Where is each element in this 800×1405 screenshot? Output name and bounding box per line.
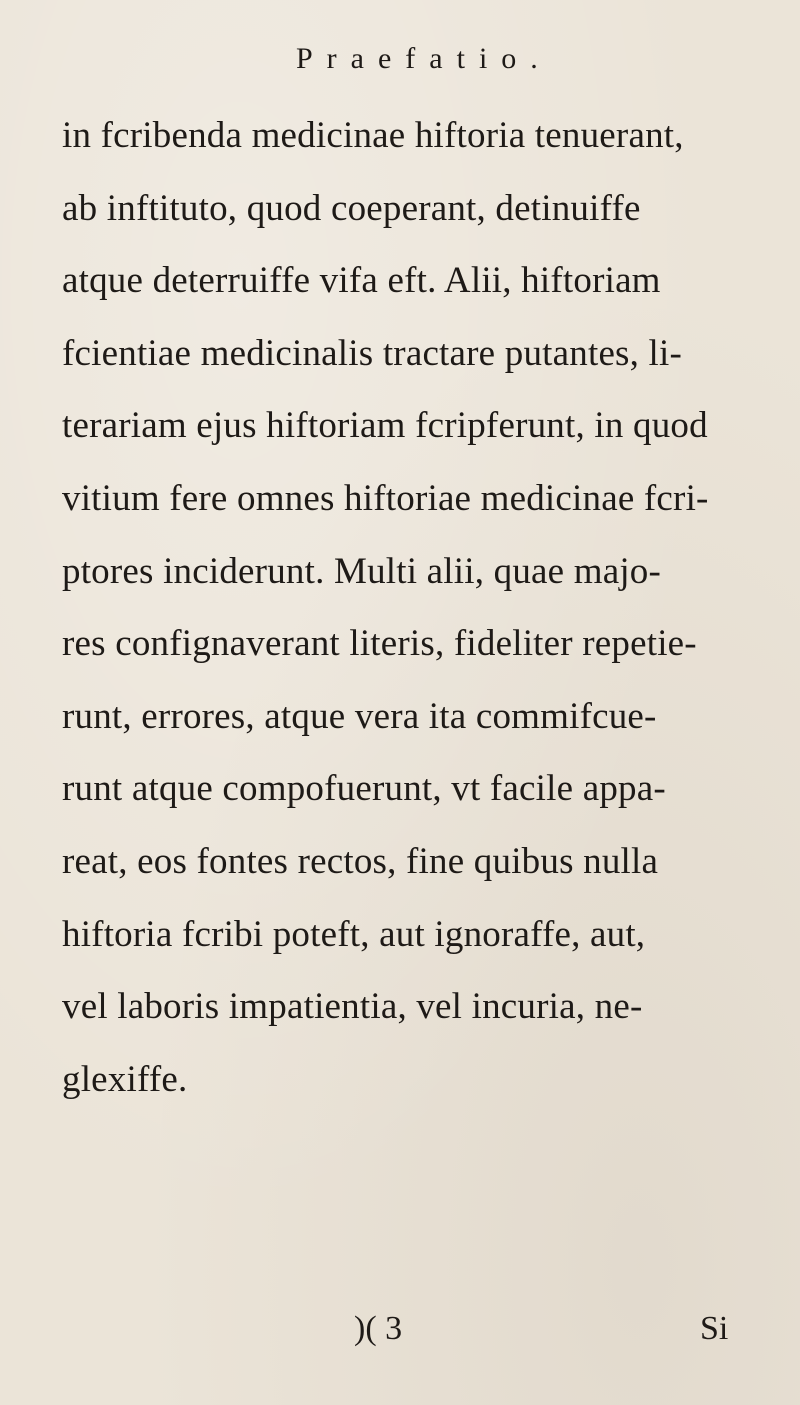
text-line-13: vel laboris impatientia, vel incuria, ne- [62, 986, 643, 1028]
text-line-4: fcientiae medicinalis tractare putantes, li- [62, 332, 683, 374]
text-line-6: vitium fere omnes hiftoriae medicinae fcri- [62, 477, 709, 519]
text-line-8: res confignaverant literis, fideliter repetie- [62, 623, 697, 665]
text-line-10: runt atque compofuerunt, vt facile appa- [62, 768, 666, 810]
text-line-2: ab inftituto, quod coeperant, detinuiffe [62, 187, 641, 229]
page-footer [0, 1310, 800, 1370]
text-line-3: atque deterruiffe vifa eft. Alii, hiftoriam [62, 260, 661, 302]
text-line-14: glexiffe. [62, 1058, 188, 1100]
text-line-12: hiftoria fcribi poteft, aut ignoraffe, aut, [62, 913, 646, 955]
running-head: Praefatio. [296, 42, 552, 75]
text-line-9: runt, errores, atque vera ita commifcue- [62, 695, 657, 737]
signature-mark: )( 3 [354, 1310, 403, 1347]
text-line-7: ptores inciderunt. Multi alii, quae majo- [62, 550, 662, 592]
catchword: Si [700, 1310, 729, 1347]
body-text [62, 100, 762, 1116]
text-line-5: terariam ejus hiftoriam fcripferunt, in quod [62, 405, 708, 447]
text-line-11: reat, eos fontes rectos, fine quibus nulla [62, 840, 659, 882]
text-line-1: in fcribenda medicinae hiftoria tenuerant, [62, 115, 684, 156]
